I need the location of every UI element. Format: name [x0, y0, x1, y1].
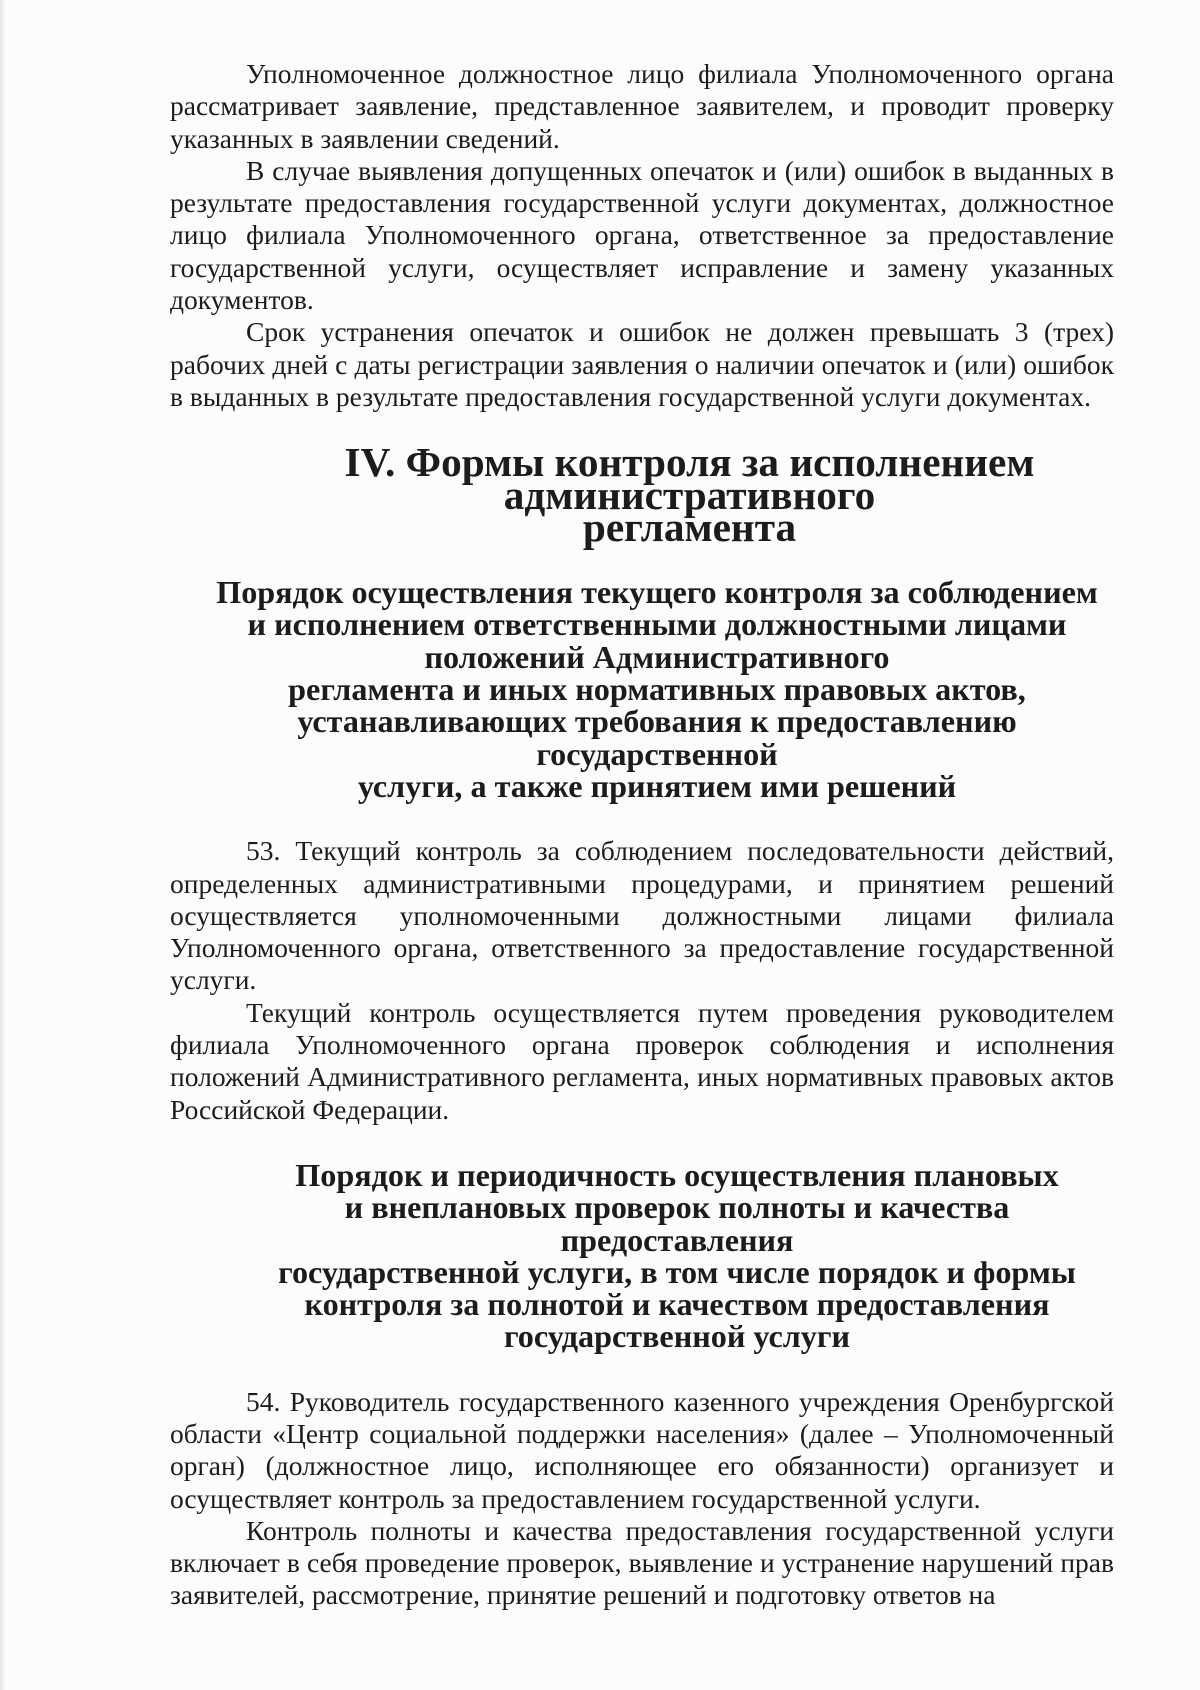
- paragraph-53: 53. Текущий контроль за соблюдением последовательности действий, определенных административными процедурами, и принятием решений осуществляется уполномоченными должностными лицами филиала Уполномоченного органа, ответственного за предоставление государственной услуги.: [170, 835, 1114, 996]
- paragraph-54: 54. Руководитель государственного казенного учреждения Оренбургской области «Центр социальной поддержки населения» (далее – Уполномоченный орган) (должностное лицо, исполняющее его обязанности) организует и осуществляет контроль за предоставлением государственной услуги.: [170, 1385, 1114, 1514]
- section-heading: [170, 439, 1114, 550]
- subheading-inspections: [170, 1156, 1114, 1355]
- subheading-line: услуги, а также принятием ими решений: [357, 767, 957, 804]
- subheading-line: положений Административного: [424, 638, 890, 675]
- subheading-line: государственной услуги, в том числе порядок и формы: [278, 1253, 1076, 1290]
- paragraph-review: Уполномоченное должностное лицо филиала Уполномоченного органа рассматривает заявление, представленное заявителем, и проводит проверку указанных в заявлении сведений.: [170, 58, 1114, 154]
- subheading-line: государственной услуги: [503, 1318, 851, 1355]
- subheading-line: Порядок и периодичность осуществления плановых: [295, 1156, 1059, 1193]
- subheading-current-control: [170, 576, 1114, 802]
- subheading-line: контроля за полнотой и качеством предоставления: [304, 1286, 1050, 1323]
- paragraph-quality-control: Контроль полноты и качества предоставления государственной услуги включает в себя проведение проверок, выявление и устранение нарушений прав заявителей, рассмотрение, принятие решений и подготовку ответов на: [170, 1514, 1114, 1611]
- paragraph-error-correction: В случае выявления допущенных опечаток и (или) ошибок в выданных в результате предоставления государственной услуги документах, должностное лицо филиала Уполномоченного органа, ответственное за предоставление государственной услуги, осуществляет исправление и замену указанных документов.: [170, 154, 1114, 316]
- scan-edge-shadow: [0, 0, 6, 1690]
- subheading-line: и внеплановых проверок полноты и качества предоставления: [344, 1189, 1010, 1258]
- subheading-line: и исполнением ответственными должностными лицами: [247, 606, 1067, 643]
- subheading-line: устанавливающих требования к предоставлению государственной: [297, 703, 1017, 772]
- subheading-line: Порядок осуществления текущего контроля за соблюдением: [216, 574, 1098, 611]
- paragraph-correction-deadline: Срок устранения опечаток и ошибок не должен превышать 3 (трех) рабочих дней с даты регистрации заявления о наличии опечаток и (или) ошибок в выданных в результате предоставления государственной услуги документах.: [170, 316, 1114, 412]
- paragraph-current-control-method: Текущий контроль осуществляется путем проведения руководителем филиала Уполномоченного органа проверок соблюдения и исполнения положений Административного регламента, иных нормативных правовых актов Российской Федерации.: [170, 996, 1114, 1125]
- section-heading-line: IV. Формы контроля за исполнением административного: [344, 439, 1035, 518]
- subheading-line: регламента и иных нормативных правовых актов,: [288, 671, 1026, 708]
- section-heading-line: регламента: [582, 503, 797, 550]
